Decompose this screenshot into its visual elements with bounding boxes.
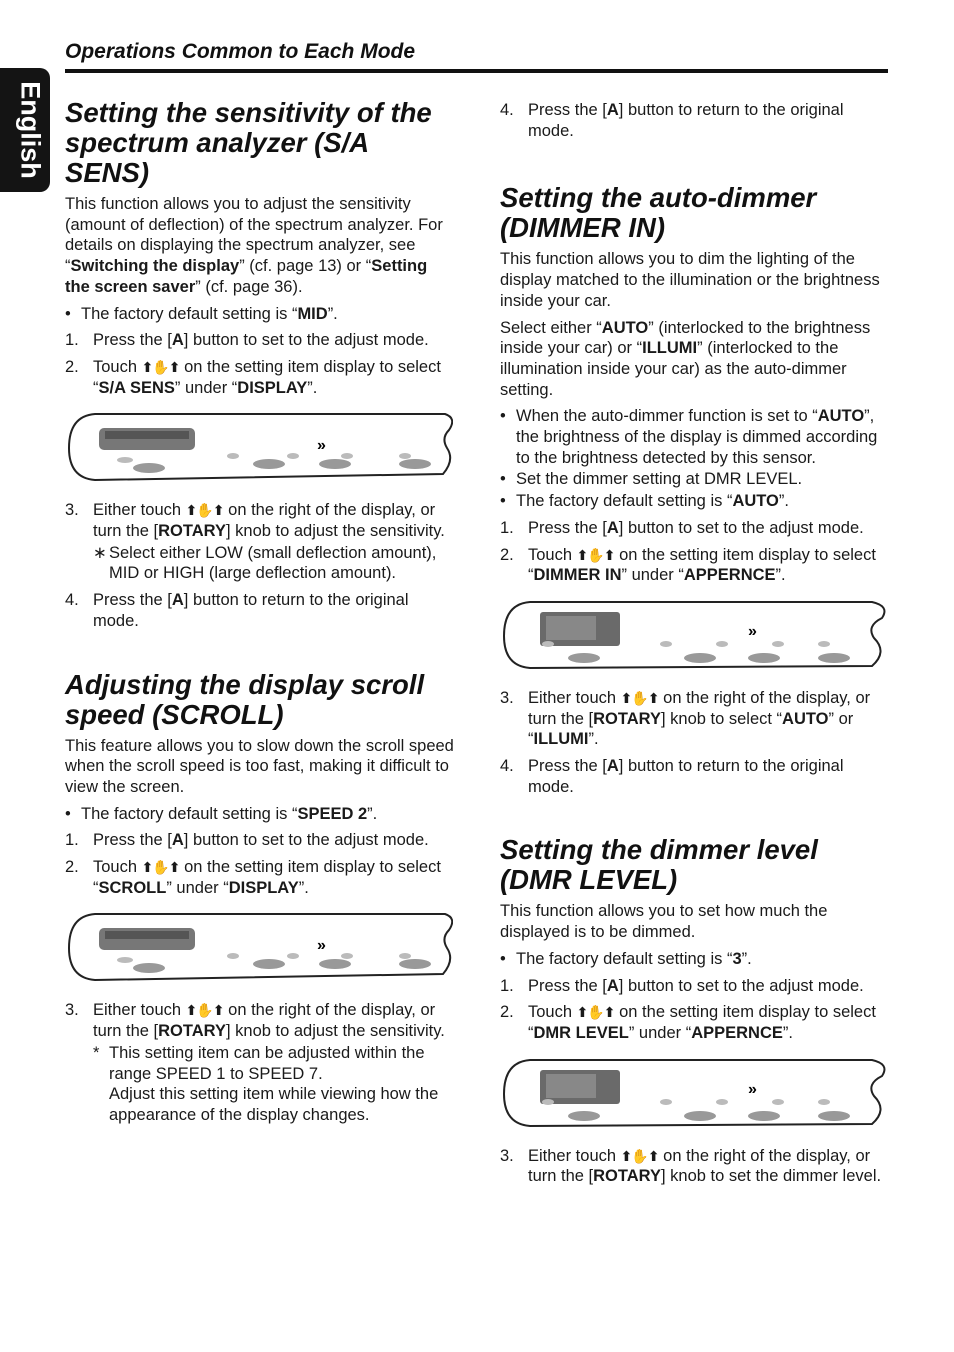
header-rule <box>65 69 888 73</box>
touch-arrows-icon: ⬆✋⬆ <box>185 502 224 519</box>
step-1: 1. Press the [A] button to set to the adjust mode. <box>500 518 864 537</box>
step-1: 1. Press the [A] button to set to the adjust mode. <box>500 976 864 995</box>
bullet-item: • Set the dimmer setting at DMR LEVEL. <box>500 470 803 489</box>
section-title: Setting the auto-dimmer (DIMMER IN) <box>500 182 817 244</box>
section-intro: This function allows you to dim the lighting of the display matched to the illumination or the brightness inside your car. <box>500 250 880 310</box>
step-2: 2. Touch ⬆✋⬆ on the setting item display to select “DMR LEVEL” under “APPERNCE”. <box>500 1003 876 1042</box>
bullet-item: • The factory default setting is “AUTO”. <box>500 492 789 511</box>
step-3: 3. Either touch ⬆✋⬆ on the right of the display, or turn the [ROTARY] knob to select “AUTO” or “ILLUMI”. <box>500 688 871 749</box>
left-column <box>65 98 455 1132</box>
step-2: 2. Touch ⬆✋⬆ on the setting item display to select “S/A SENS” under “DISPLAY”. <box>65 357 441 397</box>
chevron-right-icon: » <box>748 1080 757 1098</box>
section-sa-sens <box>65 98 455 632</box>
section-dmr-level <box>500 835 888 1187</box>
head-unit-display-icon <box>500 596 888 674</box>
step-4: 4. Press the [A] button to return to the original mode. <box>65 591 409 630</box>
bullet-item: • The factory default setting is “SPEED 2”. <box>65 804 378 823</box>
step-note: * This setting item can be adjusted within the range SPEED 1 to SPEED 7. Adjust this setting item while viewing how the appearance of the display changes. <box>93 1043 439 1124</box>
step-2: 2. Touch ⬆✋⬆ on the setting item display to select “SCROLL” under “DISPLAY”. <box>65 858 441 897</box>
step-3: 3. Either touch ⬆✋⬆ on the right of the display, or turn the [ROTARY] knob to set the dimmer level. <box>500 1146 882 1186</box>
step-4: 4. Press the [A] button to return to the original mode. <box>500 757 844 796</box>
chevron-right-icon: » <box>317 437 326 455</box>
step-1: 1. Press the [A] button to set to the adjust mode. <box>65 831 429 850</box>
head-unit-display-icon <box>500 1054 888 1132</box>
touch-arrows-icon: ⬆✋⬆ <box>141 859 180 876</box>
display-illustration <box>500 1054 888 1132</box>
chevron-right-icon: » <box>317 937 326 955</box>
section-intro-2: Select either “AUTO” (interlocked to the brightness inside your car) or “ILLUMI” (interlocked to the illumination inside your car) as the auto-dimmer setting. <box>500 318 871 399</box>
touch-arrows-icon: ⬆✋⬆ <box>185 1002 224 1019</box>
section-intro: This function allows you to set how much the displayed is to be dimmed. <box>500 902 828 942</box>
head-unit-display-icon <box>65 408 453 486</box>
section-title: Setting the dimmer level (DMR LEVEL) <box>500 834 818 896</box>
language-tab <box>0 68 50 192</box>
bullet-item: • When the auto-dimmer function is set to “AUTO”, the brightness of the display is dimmed according to the brightness detected by this sensor. <box>500 407 878 467</box>
step-4: 4. Press the [A] button to return to the original mode. <box>500 101 844 140</box>
section-intro: This function allows you to adjust the sensitivity (amount of deflection) of the spectrum analyzer. For details on displaying the spectrum analyzer, see “Switching the display” (cf. page 13) or “Setting the screen saver” (cf. page 36). <box>65 195 443 296</box>
display-illustration <box>65 408 455 486</box>
touch-arrows-icon: ⬆✋⬆ <box>141 358 180 375</box>
bullet-item: • The factory default setting is “3”. <box>500 949 752 968</box>
touch-arrows-icon: ⬆✋⬆ <box>620 689 659 706</box>
step-3: 3. Either touch ⬆✋⬆ on the right of the display, or turn the [ROTARY] knob to adjust the sensitivity. ∗ Select either LOW (small deflection amount), MID or HIGH (large deflection amount). <box>65 500 455 584</box>
section-dimmer-in <box>500 183 888 797</box>
page-header-title: Operations Common to Each Mode <box>65 40 416 63</box>
section-intro: This feature allows you to slow down the scroll speed when the scroll speed is too fast, making it difficult to view the screen. <box>65 736 454 796</box>
touch-arrows-icon: ⬆✋⬆ <box>576 1004 615 1021</box>
touch-arrows-icon: ⬆✋⬆ <box>576 546 615 563</box>
right-column <box>500 98 888 1193</box>
head-unit-display-icon <box>65 908 453 986</box>
display-illustration <box>65 908 455 986</box>
section-scroll <box>65 670 455 1126</box>
display-illustration <box>500 596 888 674</box>
chevron-right-icon: » <box>748 622 757 640</box>
touch-arrows-icon: ⬆✋⬆ <box>620 1147 659 1164</box>
language-tab-label: English <box>15 81 46 179</box>
section-title: Adjusting the display scroll speed (SCROLL) <box>65 668 425 730</box>
step-3: 3. Either touch ⬆✋⬆ on the right of the display, or turn the [ROTARY] knob to adjust the sensitivity. * This setting item can be adjusted within the range SPEED 1 to SPEED 7. Adjust this setting item while viewing how the appearance of the display changes. <box>65 1000 455 1125</box>
step-note: ∗ Select either LOW (small deflection amount), MID or HIGH (large deflection amount). <box>93 543 437 583</box>
section-title: Setting the sensitivity of the spectrum analyzer (S/A SENS) <box>65 97 432 188</box>
step-2: 2. Touch ⬆✋⬆ on the setting item display to select “DIMMER IN” under “APPERNCE”. <box>500 545 876 585</box>
step-1: 1. Press the [A] button to set to the adjust mode. <box>65 331 429 350</box>
bullet-item: • The factory default setting is “MID”. <box>65 304 338 323</box>
